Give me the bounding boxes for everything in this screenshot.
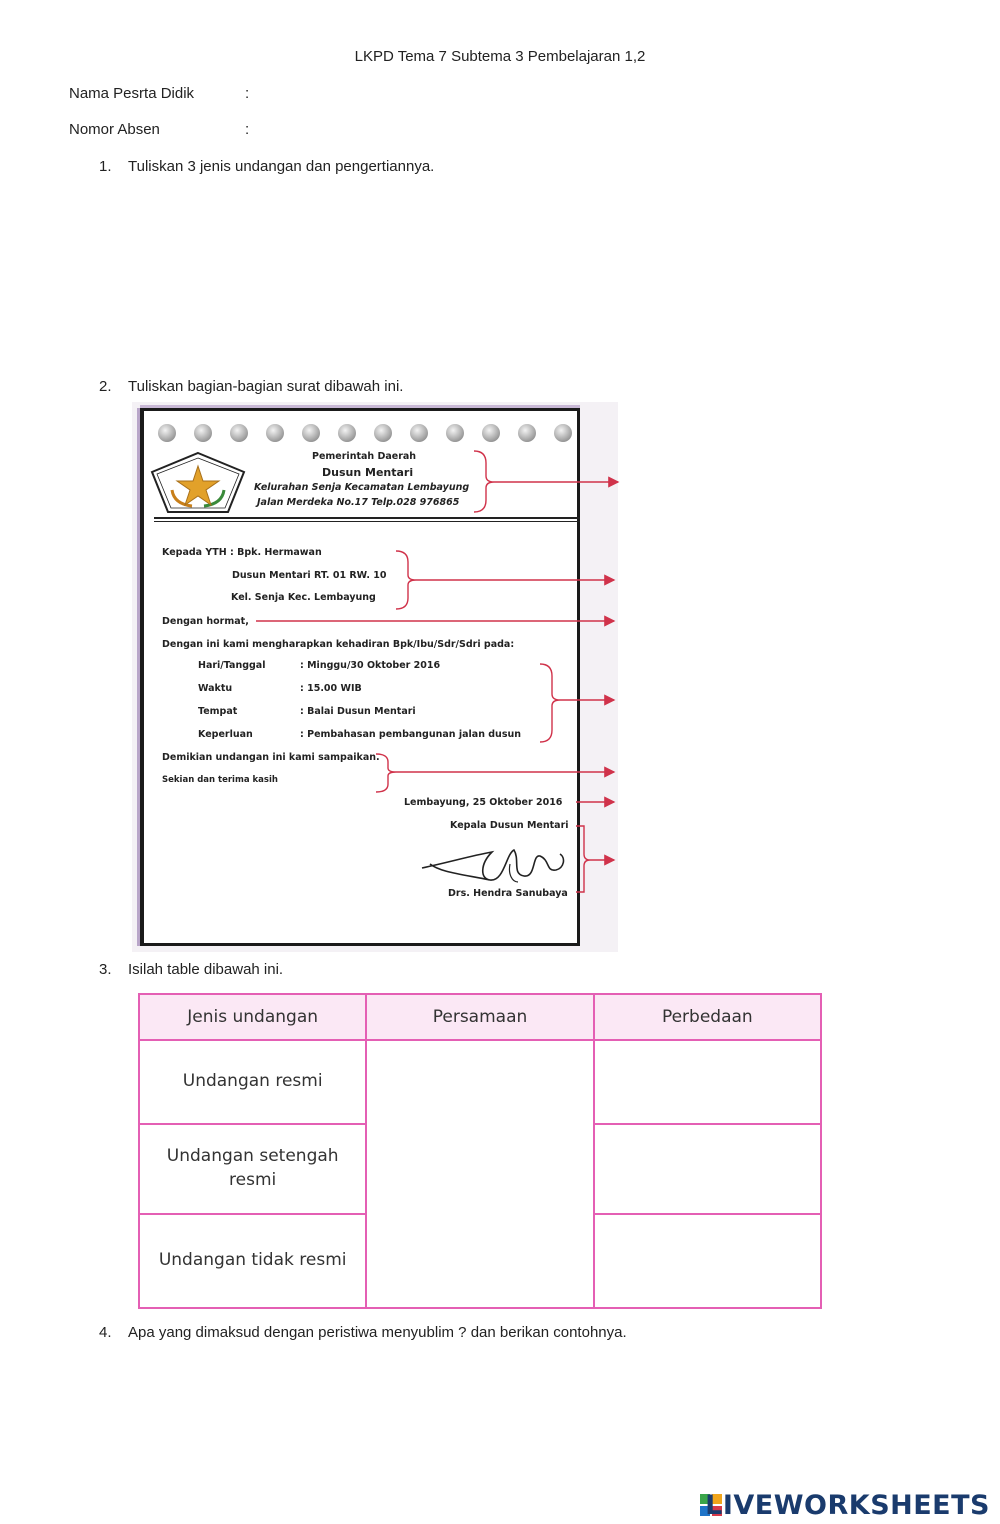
table-cell-jenis: Undangan resmi: [139, 1040, 366, 1124]
field-colon-absen: :: [245, 121, 250, 138]
detail-label-time: Waktu: [198, 683, 233, 694]
detail-label-purpose: Keperluan: [198, 729, 253, 740]
comparison-table: [138, 993, 822, 1309]
letter-closing-line-1: Demikian undangan ini kami sampaikan.: [162, 752, 380, 763]
table-cell-jenis: Undangan setengah resmi: [139, 1124, 366, 1214]
bracket-letterhead: [474, 451, 494, 512]
field-colon-nama: :: [245, 85, 250, 102]
bracket-closing: [376, 754, 396, 792]
letter-greeting: Dengan hormat,: [162, 616, 249, 627]
table-header-persamaan: Persamaan: [366, 994, 593, 1040]
bracket-address: [396, 551, 416, 609]
letter-address-line-2: Dusun Mentari RT. 01 RW. 10: [232, 570, 387, 581]
letter-opening: Dengan ini kami mengharapkan kehadiran Bpk/Ibu/Sdr/Sdri pada:: [162, 639, 515, 650]
letterhead-line-1: Pemerintah Daerah: [312, 451, 417, 462]
document-title: LKPD Tema 7 Subtema 3 Pembelajaran 1,2: [354, 48, 646, 65]
question-2-number: 2.: [99, 378, 112, 395]
detail-value-place: : Balai Dusun Mentari: [300, 706, 416, 717]
liveworksheets-logo[interactable]: LIVEWORKSHEETS: [705, 1490, 990, 1521]
letter-signer-position: Kepala Dusun Mentari: [450, 820, 569, 831]
field-label-absen: Nomor Absen: [69, 121, 160, 138]
question-2-text: Tuliskan bagian-bagian surat dibawah ini.: [128, 378, 404, 395]
table-row: [139, 1040, 821, 1124]
letter-date: Lembayung, 25 Oktober 2016: [404, 797, 563, 808]
table-header-row: [139, 994, 821, 1040]
table-header-jenis: Jenis undangan: [139, 994, 366, 1040]
question-4-number: 4.: [99, 1324, 112, 1341]
table-cell-perbedaan-answer[interactable]: [594, 1040, 821, 1124]
table-header-perbedaan: Perbedaan: [594, 994, 821, 1040]
letter-address-line-1: Kepada YTH : Bpk. Hermawan: [162, 547, 322, 558]
detail-value-date: : Minggu/30 Oktober 2016: [300, 660, 441, 671]
bracket-body: [540, 664, 560, 742]
letterhead-line-4: Jalan Merdeka No.17 Telp.028 976865: [257, 497, 460, 508]
letterhead-line-3: Kelurahan Senja Kecamatan Lembayung: [254, 482, 470, 493]
question-1-text: Tuliskan 3 jenis undangan dan pengertiannya.: [128, 158, 435, 175]
table-cell-perbedaan-answer[interactable]: [594, 1214, 821, 1308]
table-cell-jenis: Undangan tidak resmi: [139, 1214, 366, 1308]
table-cell-persamaan-answer[interactable]: [366, 1040, 593, 1308]
letter-address-line-3: Kel. Senja Kec. Lembayung: [231, 592, 376, 603]
question-1-number: 1.: [99, 158, 112, 175]
table-cell-perbedaan-answer[interactable]: [594, 1124, 821, 1214]
question-3-number: 3.: [99, 961, 112, 978]
letter-signer-name: Drs. Hendra Sanubaya: [448, 888, 568, 899]
detail-label-date: Hari/Tanggal: [198, 660, 266, 671]
question-3-text: Isilah table dibawah ini.: [128, 961, 284, 978]
bracket-signature: [576, 826, 590, 892]
detail-value-purpose: : Pembahasan pembangunan jalan dusun: [300, 729, 522, 740]
letter-closing-line-2: Sekian dan terima kasih: [162, 775, 278, 785]
letterhead-line-2: Dusun Mentari: [322, 466, 414, 479]
question-4-text: Apa yang dimaksud dengan peristiwa menyublim ? dan berikan contohnya.: [128, 1324, 627, 1341]
detail-value-time: : 15.00 WIB: [300, 683, 362, 694]
field-label-nama: Nama Pesrta Didik: [69, 85, 195, 102]
detail-label-place: Tempat: [198, 706, 238, 717]
